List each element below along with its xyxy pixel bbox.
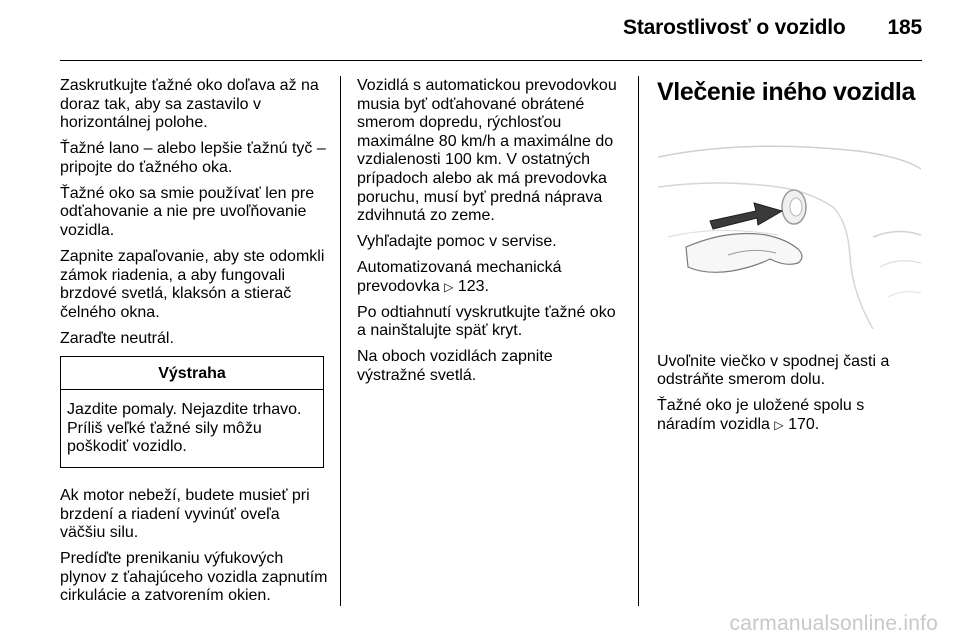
paragraph: Uvoľnite viečko v spodnej časti a odstráňte smerom dolu. <box>657 352 890 389</box>
paragraph-text: Ťažné oko je uložené spolu s náradím vozidla <box>657 397 865 433</box>
page-reference: 123. <box>457 277 489 295</box>
watermark: carmanualsonline.info <box>729 612 938 635</box>
column-divider <box>340 76 341 606</box>
page-header <box>623 16 922 40</box>
paragraph: Zaskrutkujte ťažné oko doľava až na doraz tak, aby sa zastavilo v horizontálnej polohe. <box>60 77 319 132</box>
warning-title: Výstraha <box>61 357 323 391</box>
paragraph: Ťažné oko sa smie používať len pre odťahovanie a nie pre uvoľňovanie vozidla. <box>60 184 315 239</box>
paragraph: Zapnite zapaľovanie, aby ste odomkli zámok riadenia, a aby fungovali brzdové svetlá, klaksón a stierač čelného okna. <box>60 247 325 321</box>
column-divider <box>638 76 639 606</box>
paragraph: Zaraďte neutrál. <box>60 329 174 347</box>
section-title: Vlečenie iného vozidla <box>657 78 915 106</box>
column-right <box>657 77 925 442</box>
paragraph: Po odtiahnutí vyskrutkujte ťažné oko a nainštalujte späť kryt. <box>357 303 616 340</box>
paragraph: Vozidlá s automatickou prevodovkou musia byť odťahované obrátené smerom dopredu, rýchlosťou maximálne 80 km/h a maximálne do vzdialenosti 100 km. V ostatných prípadoch alebo ak má prevodovka poruchu, musí byť predná náprava zdvihnutá zo zeme. <box>357 77 617 225</box>
towing-eye-illustration <box>658 117 921 329</box>
paragraph: Predíďte prenikaniu výfukových plynov z ťahajúceho vozidla zapnutím cirkulácie a zatvorením okien. <box>60 550 328 605</box>
column-left <box>60 77 328 613</box>
section-header-title: Starostlivosť o vozidlo <box>623 16 846 39</box>
paragraph <box>657 397 925 434</box>
page-number: 185 <box>887 16 922 39</box>
page-reference: 170. <box>788 415 820 433</box>
page-reference-arrow-icon <box>444 278 453 295</box>
column-middle <box>357 77 625 393</box>
paragraph: Na oboch vozidlách zapnite výstražné svetlá. <box>357 348 553 384</box>
paragraph: Ak motor nebeží, budete musieť pri brzdení a riadení vyvinúť oveľa väčšiu silu. <box>60 487 310 542</box>
page-reference-arrow-icon <box>774 416 783 433</box>
warning-text: Jazdite pomaly. Nejazdite trhavo. Príliš veľké ťažné sily môžu poškodiť vozidlo. <box>67 401 302 456</box>
paragraph <box>357 259 625 296</box>
header-rule <box>60 60 922 61</box>
paragraph-text: Automatizovaná mechanická prevodovka <box>357 259 562 295</box>
warning-box <box>60 356 324 468</box>
paragraph: Vyhľadajte pomoc v servise. <box>357 233 557 251</box>
paragraph: Ťažné lano – alebo lepšie ťažnú tyč – pripojte do ťažného oka. <box>60 140 326 176</box>
